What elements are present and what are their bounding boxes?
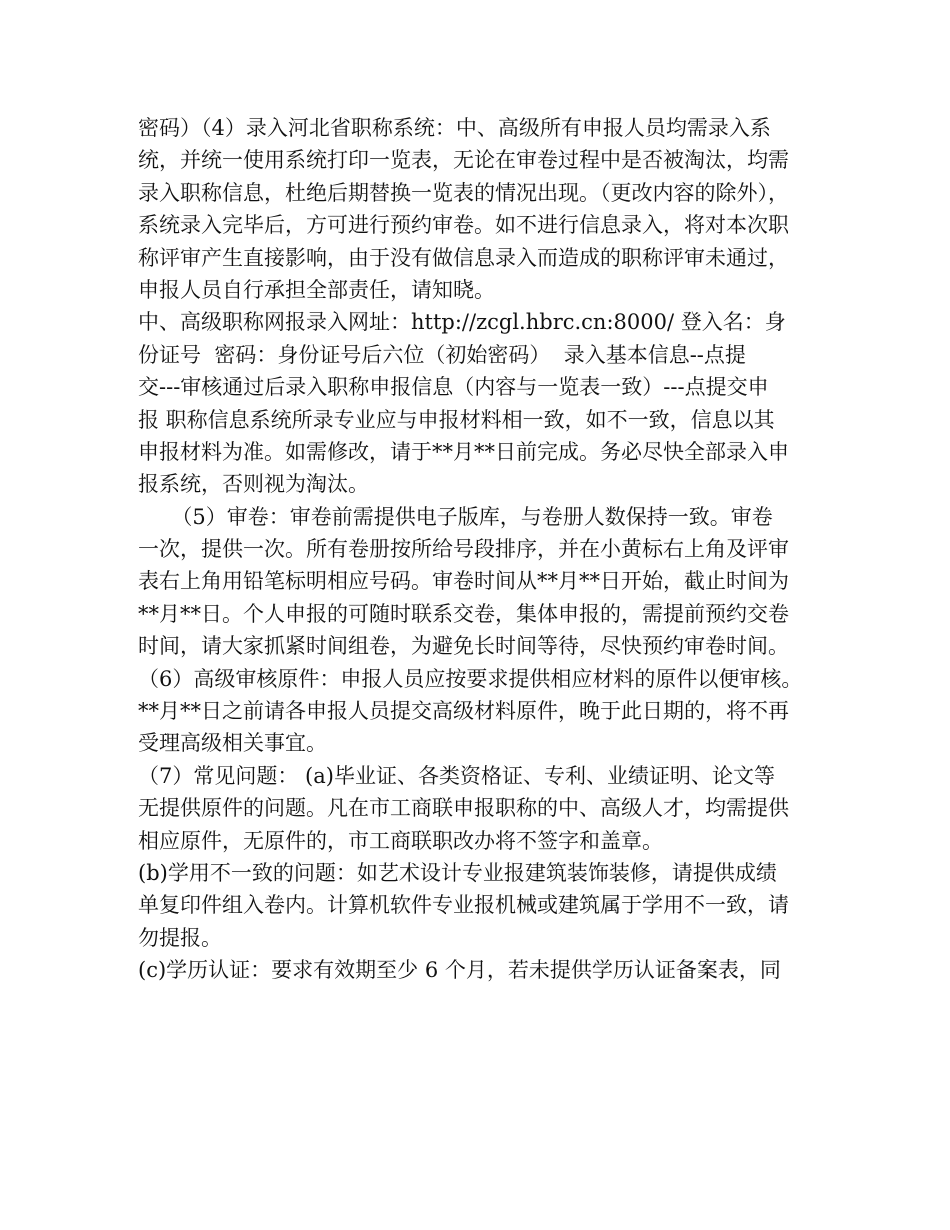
text-line: 报系统，否则视为淘汰。: [138, 472, 369, 497]
text-line: 无提供原件的问题。凡在市工商联申报职称的中、高级人才，均需提供: [138, 796, 789, 821]
text-line: (b)学用不一致的问题：如艺术设计专业报建筑装饰装修，请提供成绩: [138, 860, 777, 885]
text-line: 相应原件，无原件的，市工商联职改办将不签字和盖章。: [138, 828, 663, 853]
text-line: 交---审核通过后录入职称申报信息（内容与一览表一致）---点提交申: [138, 375, 769, 400]
text-line: 一次，提供一次。所有卷册按所给号段排序，并在小黄标右上角及评审: [138, 537, 789, 562]
text-line: 申报材料为准。如需修改，请于**月**日前完成。务必尽快全部录入申: [138, 439, 789, 464]
text-line: 中、高级职称网报录入网址：http://zcgl.hbrc.cn:8000/ 登入名：身: [138, 310, 786, 335]
text-line: （6）高级审核原件：申报人员应按要求提供相应材料的原件以便审核。: [138, 666, 803, 691]
text-line: 份证号 密码：身份证号后六位（初始密码） 录入基本信息--点提: [138, 342, 746, 367]
text-line: 申报人员自行承担全部责任，请知晓。: [138, 277, 495, 302]
text-line: **月**日。个人申报的可随时联系交卷，集体申报的，需提前预约交卷: [138, 601, 789, 626]
text-line: 称评审产生直接影响，由于没有做信息录入而造成的职称评审未通过，: [138, 245, 789, 270]
text-line: 密码）（4）录入河北省职称系统：中、高级所有申报人员均需录入系: [138, 116, 771, 140]
text-line: （5）审卷：审卷前需提供电子版库，与卷册人数保持一致。审卷: [138, 504, 773, 529]
text-line: 系统录入完毕后，方可进行预约审卷。如不进行信息录入，将对本次职: [138, 213, 789, 238]
text-line: 报 职称信息系统所录专业应与申报材料相一致，如不一致，信息以其: [138, 407, 775, 432]
text-line: **月**日之前请各申报人员提交高级材料原件，晚于此日期的，将不再: [138, 699, 789, 724]
text-line: 受理高级相关事宜。: [138, 731, 327, 756]
document-body: [138, 112, 818, 987]
text-line: 录入职称信息，杜绝后期替换一览表的情况出现。（更改内容的除外），: [138, 180, 789, 205]
text-line: 统，并统一使用系统打印一览表，无论在审卷过程中是否被淘汰，均需: [138, 148, 789, 173]
text-line: 表右上角用铅笔标明相应号码。审卷时间从**月**日开始，截止时间为: [138, 569, 789, 594]
text-line: 勿提报。: [138, 925, 222, 950]
text-line: 单复印件组入卷内。计算机软件专业报机械或建筑属于学用不一致，请: [138, 893, 789, 918]
text-line: （7）常见问题： (a)毕业证、各类资格证、专利、业绩证明、论文等: [138, 763, 775, 788]
text-line: (c)学历认证：要求有效期至少 6 个月，若未提供学历认证备案表，同: [138, 958, 781, 983]
text-line: 时间，请大家抓紧时间组卷，为避免长时间等待，尽快预约审卷时间。: [138, 634, 789, 659]
